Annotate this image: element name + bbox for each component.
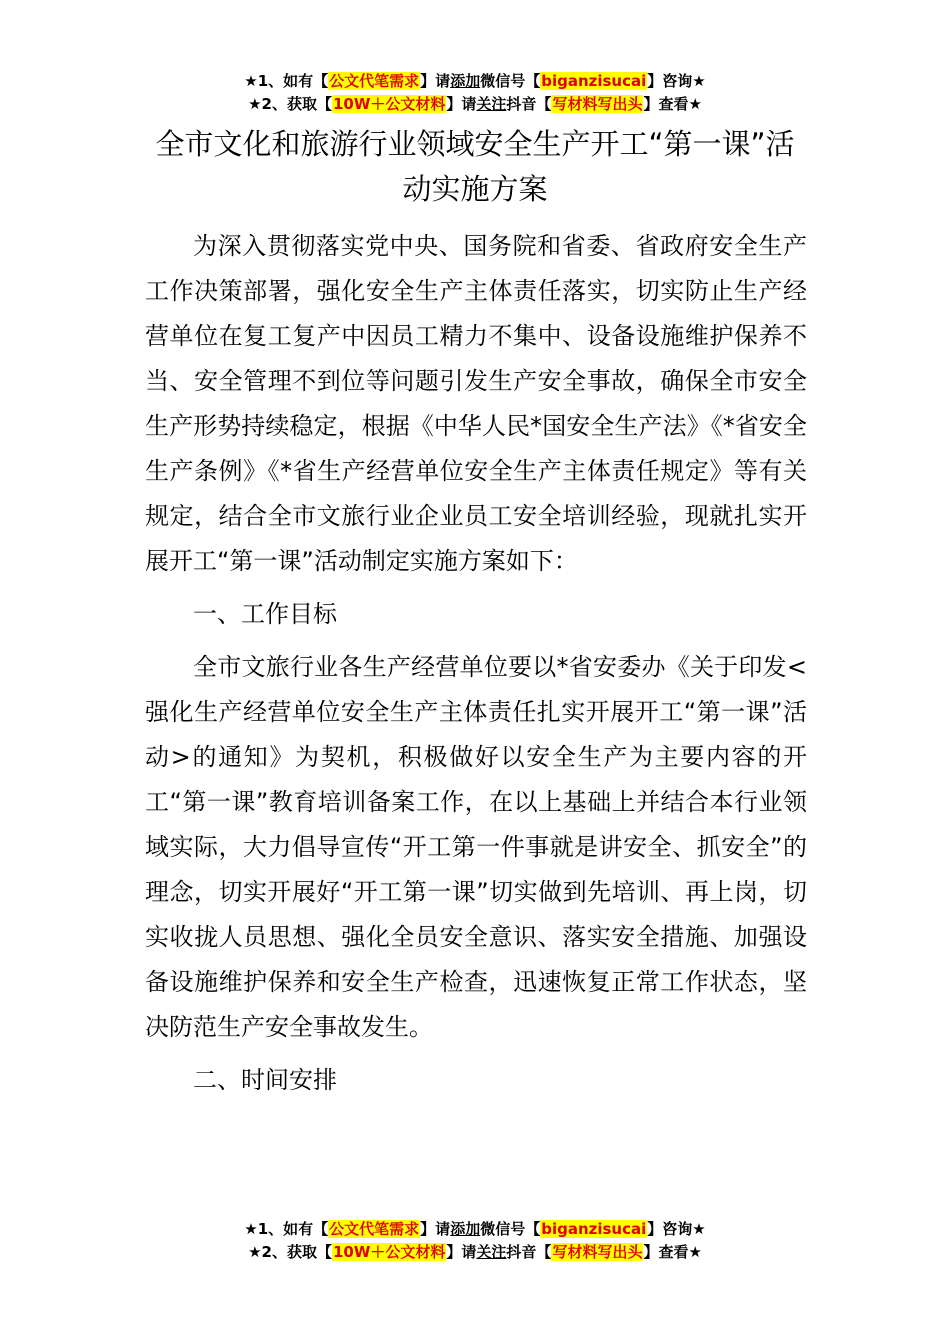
notice-text: 】查看★: [643, 1243, 702, 1261]
notice-text: 】咨询★: [647, 1220, 706, 1238]
notice-highlight: 公文代笔需求: [329, 1220, 420, 1238]
section-heading-schedule: 二、时间安排: [193, 1066, 337, 1094]
notice-text: 微信号【: [480, 1220, 541, 1238]
notice-text: ★2、获取【: [248, 1243, 332, 1261]
notice-highlight: 10W＋公文材料: [332, 95, 446, 113]
notice-text: 】咨询★: [647, 72, 706, 90]
notice-underline: 关注: [476, 1243, 507, 1261]
document-body: [145, 224, 807, 1103]
notice-text: 】请: [446, 95, 477, 113]
notice-text: 】查看★: [643, 95, 702, 113]
notice-line-2: [0, 1241, 950, 1264]
section-heading-goals: 一、工作目标: [193, 600, 337, 628]
intro-paragraph: 为深入贯彻落实党中央、国务院和省委、省政府安全生产工作决策部署，强化安全生产主体责任落实，切实防止生产经营单位在复工复产中因员工精力不集中、设备设施维护保养不当、安全管理不到位等问题引发生产安全事故，确保全市安全生产形势持续稳定，根据《中华人民*国安全生产法》《*省安全生产条例》《*省生产经营单位安全生产主体责任规定》等有关规定，结合全市文旅行业企业员工安全培训经验，现就扎实开展开工“第一课”活动制定实施方案如下：: [145, 232, 807, 575]
notice-text: 】请: [420, 72, 451, 90]
notice-highlight: 公文代笔需求: [329, 72, 420, 90]
notice-highlight: biganzisucai: [541, 72, 647, 90]
footer-notice: [0, 1218, 950, 1264]
notice-text: ★1、如有【: [244, 1220, 329, 1238]
document-title: 全市文化和旅游行业领域安全生产开工“第一课”活动实施方案: [155, 127, 795, 206]
notice-text: ★2、获取【: [248, 95, 332, 113]
section-paragraph-goals: 全市文旅行业各生产经营单位要以*省安委办《关于印发<强化生产经营单位安全生产主体责任扎实开展开工“第一课”活动>的通知》为契机，积极做好以安全生产为主要内容的开工“第一课”教育培训备案工作，在以上基础上并结合本行业领域实际，大力倡导宣传“开工第一件事就是讲安全、抓安全”的理念，切实开展好“开工第一课”切实做到先培训、再上岗，切实收拢人员思想、强化全员安全意识、落实安全措施、加强设备设施维护保养和安全生产检查，迅速恢复正常工作状态，坚决防范生产安全事故发生。: [145, 653, 807, 1041]
notice-text: 】请: [420, 1220, 451, 1238]
notice-underline: 添加: [450, 1220, 481, 1238]
notice-underline: 添加: [450, 72, 481, 90]
notice-highlight: 写材料写出头: [552, 95, 643, 113]
notice-line-1: [0, 70, 950, 93]
notice-highlight: 写材料写出头: [552, 1243, 643, 1261]
notice-highlight: 10W＋公文材料: [332, 1243, 446, 1261]
notice-line-1: [0, 1218, 950, 1241]
notice-text: 】请: [446, 1243, 477, 1261]
notice-text: 抖音【: [506, 95, 552, 113]
notice-underline: 关注: [476, 95, 507, 113]
notice-text: 微信号【: [480, 72, 541, 90]
notice-line-2: [0, 93, 950, 116]
notice-highlight: biganzisucai: [541, 1220, 647, 1238]
notice-text: 抖音【: [506, 1243, 552, 1261]
header-notice: [0, 70, 950, 116]
notice-text: ★1、如有【: [244, 72, 329, 90]
